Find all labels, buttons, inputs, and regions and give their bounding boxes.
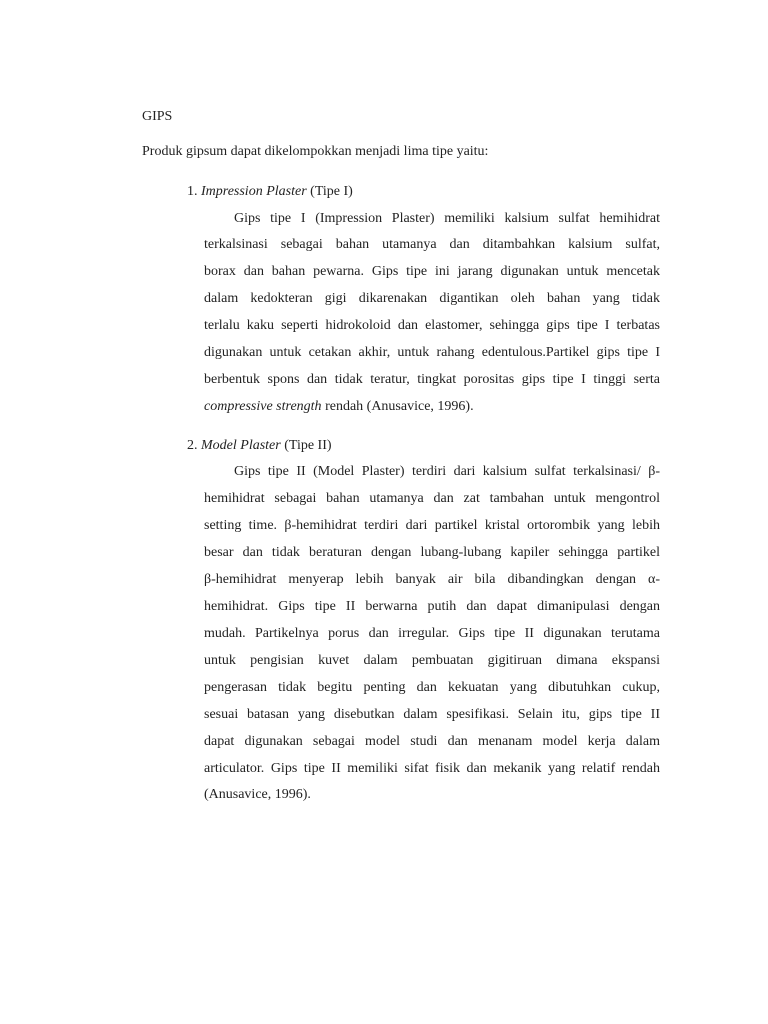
paragraph-line: pengerasan tidak begitu penting dan kekuatan yang dibutuhkan cukup,: [204, 680, 660, 695]
paragraph-line: berbentuk spons dan tidak teratur, tingkat porositas gips tipe I tinggi serta: [204, 372, 660, 387]
paragraph-line: β-hemihidrat menyerap lebih banyak air bila dibandingkan dengan α-: [204, 572, 660, 587]
list-item-2-number: 2.: [187, 438, 198, 453]
intro-text: Produk gipsum dapat dikelompokkan menjadi lima tipe yaitu:: [142, 144, 489, 159]
italic-term: compressive strength: [204, 399, 322, 414]
paragraph-line: hemihidrat. Gips tipe II berwarna putih dan dapat dimanipulasi dengan: [204, 599, 660, 614]
paragraph-last-line: [204, 399, 474, 415]
list-item-2-heading: [187, 438, 332, 454]
paragraph-line: terlalu kaku seperti hidrokoloid dan elastomer, sehingga gips tipe I terbatas: [204, 318, 660, 333]
paragraph-line: articulator. Gips tipe II memiliki sifat fisik dan mekanik yang relatif rendah: [204, 761, 660, 776]
paragraph-line: dalam kedokteran gigi dikarenakan digantikan oleh bahan yang tidak: [204, 291, 660, 306]
paragraph-line: setting time. β-hemihidrat terdiri dari partikel kristal ortorombik yang lebih: [204, 518, 660, 533]
paragraph-line: borax dan bahan pewarna. Gips tipe ini jarang digunakan untuk mencetak: [204, 264, 660, 279]
list-item-1-heading: [187, 184, 353, 200]
paragraph-last-line: (Anusavice, 1996).: [204, 787, 311, 802]
paragraph-line: dapat digunakan sebagai model studi dan menanam model kerja dalam: [204, 734, 660, 749]
list-item-1-name: Impression Plaster: [201, 184, 307, 199]
paragraph-line: digunakan untuk cetakan akhir, untuk rahang edentulous.Partikel gips tipe I: [204, 345, 660, 360]
paragraph-line: rendah (Anusavice, 1996).: [325, 399, 474, 414]
list-item-2-type: (Tipe II): [284, 438, 332, 453]
paragraph-line: Gips tipe II (Model Plaster) terdiri dari kalsium sulfat terkalsinasi/ β-: [234, 464, 660, 479]
paragraph-line: terkalsinasi sebagai bahan utamanya dan ditambahkan kalsium sulfat,: [204, 237, 660, 252]
paragraph-line: untuk pengisian kuvet dalam pembuatan gigitiruan dimana ekspansi: [204, 653, 660, 668]
paragraph-line: Gips tipe I (Impression Plaster) memiliki kalsium sulfat hemihidrat: [234, 211, 660, 226]
list-item-1-type: (Tipe I): [310, 184, 353, 199]
paragraph-line: besar dan tidak beraturan dengan lubang-lubang kapiler sehingga partikel: [204, 545, 660, 560]
list-item-1-number: 1.: [187, 184, 198, 199]
paragraph-line: hemihidrat sebagai bahan utamanya dan zat tambahan untuk mengontrol: [204, 491, 660, 506]
paragraph-line: mudah. Partikelnya porus dan irregular. Gips tipe II digunakan terutama: [204, 626, 660, 641]
paragraph-line: sesuai batasan yang disebutkan dalam spesifikasi. Selain itu, gips tipe II: [204, 707, 660, 722]
list-item-2-name: Model Plaster: [201, 438, 281, 453]
doc-title: GIPS: [142, 109, 173, 124]
